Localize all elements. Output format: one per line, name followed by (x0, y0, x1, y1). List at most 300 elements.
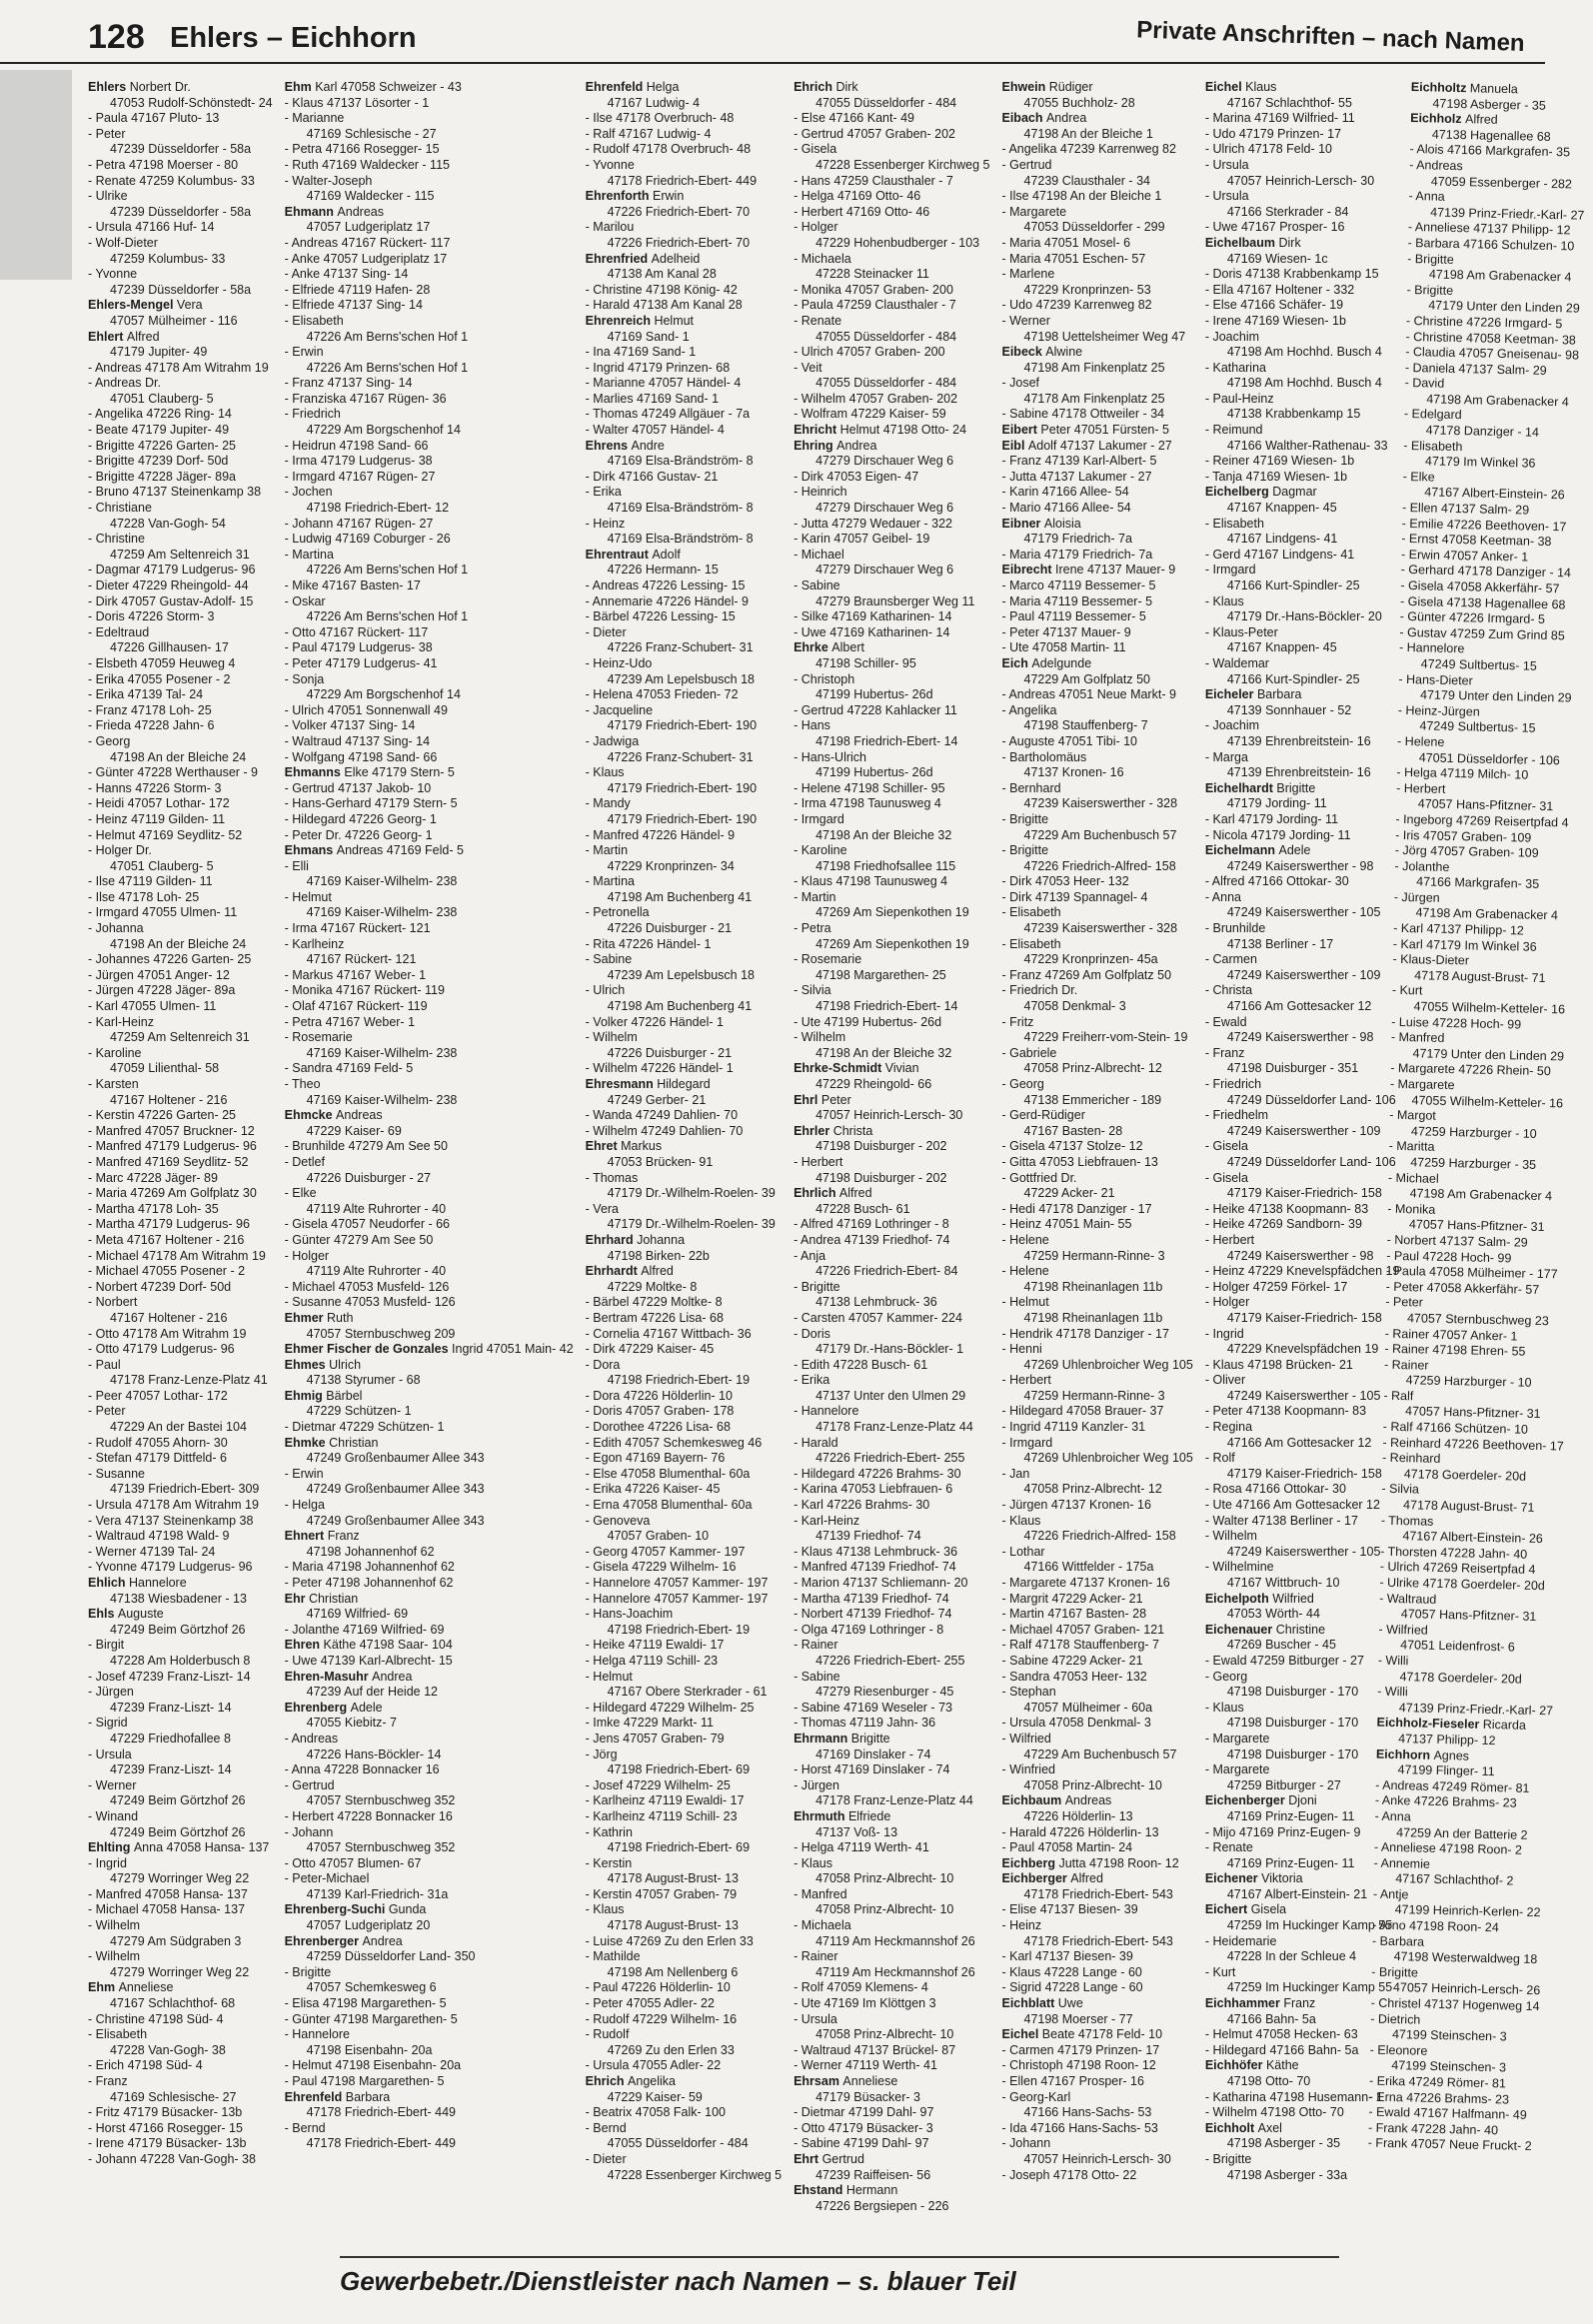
directory-entry (88, 1077, 273, 1093)
directory-entry (1002, 314, 1193, 330)
entry-name: - Jacqueline (585, 702, 654, 717)
entry-address: 47139 Friedhof- 74 (815, 1529, 921, 1544)
directory-entry (586, 1514, 782, 1530)
directory-entry (88, 407, 273, 423)
directory-entry (88, 189, 273, 205)
directory-entry (1002, 1965, 1193, 1981)
entry-surname: Ehlich (88, 1576, 129, 1590)
entry-name: - Michael (1388, 1170, 1440, 1186)
directory-entry (794, 517, 989, 533)
entry-name: - Peter (88, 1404, 126, 1419)
entry-name: - Werner (88, 1777, 137, 1792)
directory-entry (586, 220, 782, 236)
directory-entry (88, 999, 273, 1015)
entry-address: 47198 Johannenhof 62 (306, 1544, 435, 1559)
entry-name: Uwe (1057, 1996, 1083, 2011)
entry-surname: Ehrsam (794, 2074, 843, 2088)
entry-name: - Sabine (585, 952, 633, 967)
entry-name: - Bärbel 47229 Moltke- 8 (585, 1295, 723, 1310)
entry-name: - Ulrich 47269 Reisertpfad 4 (1380, 1560, 1537, 1578)
entry-address: 47179 Dr.-Hans-Böckler- 20 (1226, 609, 1382, 624)
entry-name: Adelgunde (1031, 655, 1092, 670)
directory-entry (794, 1840, 989, 1856)
directory-entry (586, 1358, 782, 1374)
entry-name: - Wilhelm 47249 Dahlien- 70 (585, 1123, 744, 1138)
directory-entry (586, 1233, 782, 1249)
entry-address: 47138 Hagenallee 68 (1432, 127, 1552, 144)
entry-address: 47169 Dinslaker - 74 (815, 1746, 931, 1761)
directory-entry (1002, 1949, 1193, 1965)
entry-name: - Frank 47057 Neue Fruckt- 2 (1368, 2135, 1533, 2154)
directory-entry (1002, 407, 1193, 423)
entry-name: - Anna (1374, 1808, 1412, 1824)
entry-name: - Waltraud 47198 Wald- 9 (88, 1529, 230, 1544)
directory-entry (1002, 1685, 1193, 1701)
entry-name: - Helmut 47169 Seydlitz- 52 (88, 827, 243, 842)
directory-entry (1002, 640, 1193, 656)
entry-name: - Petra (794, 921, 831, 936)
directory-entry (88, 703, 273, 719)
entry-address: 47229 Hohenbudberger - 103 (815, 235, 980, 250)
entry-address: 47139 Ehrenbreitstein- 16 (1226, 733, 1371, 748)
directory-entry (285, 843, 574, 859)
entry-surname: Eicheler (1204, 687, 1257, 702)
entry-address: 47269 Uhlenbroicher Weg 105 (1023, 1451, 1193, 1466)
directory-entry (285, 1529, 574, 1545)
entry-name: - Franz (88, 2074, 128, 2088)
entry-surname: Ehstand (794, 2183, 846, 2198)
directory-entry (1205, 1654, 1400, 1670)
entry-surname: Ehmig (284, 1388, 327, 1403)
directory-entry (88, 921, 273, 937)
entry-name: - Erich 47198 Süd- 4 (88, 2058, 203, 2073)
directory-entry (794, 1623, 989, 1639)
directory-entry (1205, 267, 1400, 283)
entry-name: Markus (621, 1139, 663, 1154)
directory-entry (88, 2074, 273, 2090)
entry-name: - Brunhilde (1204, 921, 1266, 936)
entry-surname: Eichhorn (1376, 1746, 1435, 1762)
directory-entry (285, 750, 574, 766)
entry-address: 47178 Goerdeler- 20d (1404, 1467, 1527, 1484)
entry-name: - Alfred 47166 Ottokar- 30 (1204, 874, 1349, 889)
directory-entry (794, 1404, 989, 1420)
entry-address: 47228 Busch- 61 (815, 1201, 910, 1216)
entry-surname: Ehm (284, 80, 316, 94)
entry-name: - Heinz (1001, 1918, 1042, 1933)
entry-surname: Ehmer (284, 1310, 328, 1325)
entry-name: - Willi (1378, 1653, 1409, 1669)
entry-name: - Ilse 47119 Gilden- 11 (88, 874, 213, 889)
entry-name: - Rainer (794, 1949, 838, 1964)
entry-name: - Maria 47179 Friedrich- 7a (1001, 547, 1153, 562)
directory-entry (586, 1809, 782, 1825)
directory-entry (794, 2105, 989, 2121)
entry-name: - Hannelore (1399, 640, 1465, 656)
entry-address: 47167 Basten- 28 (1023, 1123, 1123, 1138)
directory-entry (88, 1685, 273, 1701)
directory-entry (88, 158, 273, 174)
directory-entry (794, 127, 989, 143)
entry-name: - Margarete (1001, 204, 1067, 219)
entry-address: 47229 Kaiser- 69 (306, 1123, 402, 1138)
entry-address: 47167 Albert-Einstein- 26 (1402, 1529, 1544, 1547)
entry-name: - Dagmar 47179 Ludgerus- 96 (88, 563, 256, 578)
directory-columns (88, 80, 1586, 2258)
entry-name: - Maria 47051 Mosel- 6 (1001, 235, 1131, 250)
entry-name: - Anke 47226 Brahms- 23 (1375, 1792, 1518, 1810)
entry-address: 47279 Dirschauer Weg 6 (815, 563, 954, 578)
directory-entry (285, 1342, 574, 1358)
directory-entry (88, 1560, 273, 1576)
entry-address: 47249 Kaiserswerther - 105 (1226, 1544, 1381, 1559)
entry-name: Käthe (1265, 2058, 1299, 2073)
entry-address: 47228 Van-Gogh- 54 (110, 516, 226, 531)
directory-entry (285, 1576, 574, 1592)
entry-surname: Ehrenreich (585, 313, 655, 328)
entry-address: 47226 Am Berns'schen Hof 1 (306, 329, 469, 344)
entry-name: - Hans-Dieter (1398, 671, 1474, 687)
directory-entry (586, 1701, 782, 1717)
thumb-index-tab (0, 70, 72, 280)
directory-entry (285, 1420, 574, 1436)
page-header (0, 0, 1545, 64)
directory-entry (1002, 968, 1193, 984)
entry-name: - Sabine 47229 Acker- 21 (1001, 1653, 1143, 1668)
entry-name: - Karoline (88, 1045, 142, 1060)
entry-name: Erwin (653, 189, 685, 204)
entry-name: - Martin 47167 Basten- 28 (1001, 1607, 1147, 1622)
entry-name: - Monika (1387, 1201, 1436, 1217)
directory-entry (1205, 517, 1400, 533)
entry-address: 47167 Wittbruch- 10 (1226, 1576, 1340, 1590)
entry-name: - Lothar (1001, 1544, 1045, 1559)
entry-name: - Regina (1204, 1420, 1253, 1435)
entry-address: 47226 Duisburger - 21 (607, 921, 733, 936)
directory-entry (794, 345, 989, 361)
entry-address: 47198 Asberger - 35 (1432, 96, 1547, 113)
entry-surname: Ehmcke (284, 1108, 337, 1123)
entry-name: Gertrud (821, 2151, 864, 2166)
directory-entry (1205, 1420, 1400, 1436)
entry-name: - Renate (794, 313, 842, 328)
directory-entry (794, 1030, 989, 1046)
directory-entry (88, 1358, 273, 1374)
directory-entry (285, 937, 574, 953)
entry-name: - Michael 47058 Hansa- 137 (88, 1902, 246, 1917)
entry-name: - Irma 47167 Rückert- 121 (284, 921, 431, 936)
entry-name: - Klaus (585, 1902, 625, 1917)
entry-name: - Ilse 47198 An der Bleiche 1 (1001, 189, 1162, 204)
directory-entry (88, 1980, 273, 1996)
entry-name: - Klaus-Dieter (1392, 952, 1470, 968)
entry-name: - Edith 47228 Busch- 61 (794, 1357, 928, 1372)
entry-name: - Heidrun 47198 Sand- 66 (284, 438, 429, 453)
entry-surname: Eichert (1204, 1902, 1251, 1917)
entry-name: - Ulrich 47051 Sonnenwall 49 (284, 702, 448, 717)
entry-name: - Andreas (1409, 157, 1464, 174)
entry-name: - Herbert (794, 1154, 843, 1169)
entry-address: 47051 Clauberg- 5 (110, 858, 214, 873)
entry-address: 47055 Buchholz- 28 (1023, 95, 1135, 110)
entry-name: Andrea (372, 1669, 413, 1684)
entry-name: - Helga 47119 Schill- 23 (585, 1653, 719, 1668)
entry-name: - Helena 47053 Frieden- 72 (585, 687, 739, 702)
entry-address: 47198 Duisburger - 170 (1226, 1716, 1359, 1731)
entry-name: - Paula 47167 Pluto- 13 (88, 111, 220, 126)
directory-entry (1205, 314, 1400, 330)
entry-name: - Andreas 47249 Römer- 81 (1375, 1777, 1531, 1795)
directory-entry (586, 1342, 782, 1358)
entry-address: 47198 Duisburger - 202 (815, 1139, 947, 1154)
entry-name: - Helmut (284, 889, 332, 904)
entry-name: Anna 47058 Hansa- 137 (133, 1840, 270, 1855)
directory-entry (586, 392, 782, 408)
entry-name: - Helga 47119 Milch- 10 (1396, 764, 1529, 782)
entry-name: - Carmen (1204, 952, 1257, 967)
entry-address: 47179 Im Winkel 36 (1425, 454, 1537, 471)
entry-name: - Heinz-Jürgen (1398, 702, 1481, 719)
entry-name: Helmut (654, 313, 695, 328)
entry-address: 47229 Am Buchenbusch 57 (1023, 827, 1177, 842)
entry-address: 47179 Friedrich- 7a (1023, 532, 1132, 547)
entry-name: - Gertrud 47137 Jakob- 10 (284, 780, 432, 795)
entry-address: 47138 Wiesbadener - 13 (110, 1591, 247, 1606)
entry-name: - Friedrich (284, 407, 341, 422)
directory-entry (1205, 1482, 1400, 1498)
entry-name: - Johanna (88, 921, 144, 936)
entry-address: 47055 Düsseldorfer - 484 (815, 329, 957, 344)
entry-name: - Werner 47119 Werth- 41 (794, 2058, 937, 2073)
entry-name: - Silke 47169 Katharinen- 14 (794, 609, 952, 624)
entry-address: 47119 Am Heckmannshof 26 (815, 1933, 975, 1948)
entry-name: - Hildegard 47166 Bahn- 5a (1204, 2042, 1359, 2057)
entry-name: - Günter 47228 Werthauser - 9 (88, 765, 258, 780)
directory-entry (88, 1918, 273, 1934)
entry-address: 47259 Kolumbus- 33 (110, 251, 226, 266)
entry-name: - Herbert (1396, 780, 1447, 796)
entry-name: - Johann 47167 Rügen- 27 (284, 516, 434, 531)
directory-entry (586, 1934, 782, 1950)
entry-name: - Marco 47119 Bessemer- 5 (1001, 579, 1156, 592)
directory-entry (586, 423, 782, 439)
entry-name: - Heinrich (794, 485, 847, 500)
entry-name: - Vera 47137 Steinenkamp 38 (88, 1513, 254, 1528)
entry-name: - Holger 47259 Förkel- 17 (1204, 1279, 1348, 1294)
entry-name: - Michael 47178 Am Witrahm 19 (88, 1248, 266, 1263)
entry-name: - Marianne (284, 111, 345, 126)
entry-address: 47239 Düsseldorfer - 58a (110, 142, 252, 157)
entry-name: - Veit (794, 360, 822, 375)
entry-address: 47051 Clauberg- 5 (110, 391, 214, 406)
directory-entry (1205, 111, 1400, 127)
entry-name: - Renate 47259 Kolumbus- 33 (88, 173, 255, 188)
entry-name: - Wilhelmine (1204, 1560, 1274, 1575)
entry-name: - Erwin (284, 345, 324, 360)
entry-address: 47057 Sternbuschweg 209 (306, 1326, 456, 1341)
directory-entry (586, 1311, 782, 1327)
entry-name: - Jürgen 47137 Kronen- 16 (1001, 1498, 1151, 1513)
entry-name: Gisela (1250, 1902, 1287, 1917)
directory-entry (1205, 921, 1400, 937)
entry-name: - Fritz (1001, 1014, 1034, 1029)
entry-address: 47169 Kaiser-Wilhelm- 238 (306, 874, 458, 889)
entry-surname: Ehret (585, 1139, 622, 1154)
entry-address: 47259 Im Huckinger Kamp 55 (1226, 1980, 1393, 1995)
directory-entry (88, 330, 273, 346)
directory-entry (1002, 1576, 1193, 1592)
entry-name: - Dirk 47057 Gustav-Adolf- 15 (88, 593, 254, 608)
entry-name: - Peter 47179 Ludgerus- 41 (284, 655, 438, 670)
entry-name: Alfred (838, 1186, 872, 1201)
entry-name: - Wilhelm (794, 1030, 846, 1045)
directory-entry (1002, 734, 1193, 750)
entry-name: - Andreas 47178 Am Witrahm 19 (88, 360, 269, 375)
entry-address: 47166 Am Gottesacker 12 (1226, 1435, 1372, 1450)
directory-entry (88, 609, 273, 625)
entry-name: - Otto 47167 Rückert- 117 (284, 624, 429, 639)
entry-name: - Erika 47249 Römer- 81 (1369, 2073, 1507, 2091)
entry-name: - Marlies 47169 Sand- 1 (585, 391, 720, 406)
directory-entry (586, 579, 782, 594)
entry-name: Hannelore (128, 1576, 187, 1590)
entry-name: - Michael 47057 Graben- 121 (1001, 1622, 1165, 1637)
directory-entry (794, 423, 989, 439)
entry-name: - Norbert (88, 1295, 138, 1310)
directory-entry (88, 1249, 273, 1265)
entry-address: 47179 Friedrich-Ebert- 190 (607, 811, 758, 826)
directory-entry (285, 640, 574, 656)
entry-name: - Erwin 47057 Anker- 1 (1401, 547, 1529, 565)
directory-entry (1205, 890, 1400, 906)
directory-entry (794, 407, 989, 423)
entry-address: 47169 Kaiser-Wilhelm- 238 (306, 1092, 458, 1107)
entry-name: - Paul 47198 Margarethen- 5 (284, 2074, 445, 2088)
directory-entry (1205, 1902, 1400, 1918)
entry-name: - Anja (794, 1248, 826, 1263)
directory-entry (88, 1015, 273, 1031)
entry-name: - Johann (1001, 2136, 1051, 2151)
entry-name: - Friedrich (1204, 1077, 1262, 1091)
entry-address: 47138 Lehmbruck- 36 (815, 1295, 937, 1310)
entry-name: - Dirk 47053 Eigen- 47 (794, 469, 919, 484)
entry-name: - Michael 47055 Posener - 2 (88, 1264, 246, 1279)
entry-address: 47226 Am Berns'schen Hof 1 (306, 360, 469, 375)
entry-name: Käthe 47198 Saar- 104 (323, 1638, 453, 1653)
entry-name: Agnes (1433, 1747, 1470, 1763)
entry-name: - Karl-Heinz (794, 1513, 860, 1528)
directory-entry (794, 1358, 989, 1374)
entry-name: Hildegard (657, 1077, 711, 1091)
entry-name: - Andreas 47226 Lessing- 15 (585, 579, 746, 592)
directory-entry (794, 1186, 989, 1202)
entry-address: 47166 Am Gottesacker 12 (1226, 999, 1372, 1014)
directory-entry (88, 1280, 273, 1296)
directory-entry (794, 2058, 989, 2074)
entry-name: Hermann (845, 2183, 898, 2198)
entry-address: 47179 Dr.-Hans-Böckler- 1 (815, 1342, 964, 1357)
directory-entry (88, 485, 273, 501)
directory-entry (1002, 1077, 1193, 1093)
footer-rule (340, 2256, 1339, 2258)
directory-entry (586, 252, 782, 268)
entry-name: - Ilse 47178 Overbruch- 48 (585, 111, 735, 126)
directory-entry (88, 718, 273, 734)
entry-address: 47169 Schlesische - 27 (306, 126, 437, 141)
entry-address: 47119 Alte Ruhrorter - 40 (306, 1201, 447, 1216)
entry-name: - Rudolf 47178 Overbruch- 48 (585, 142, 752, 157)
entry-name: - Karoline (794, 843, 847, 858)
directory-entry (794, 205, 989, 221)
directory-entry (1002, 267, 1193, 283)
entry-address: 47058 Denkmal- 3 (1023, 999, 1126, 1014)
directory-entry (88, 423, 273, 439)
entry-name: - Gisela 47137 Stolze- 12 (1001, 1139, 1143, 1154)
entry-name: - Monika 47057 Graben- 200 (794, 282, 953, 297)
directory-entry (285, 1902, 574, 1918)
directory-entry (285, 236, 574, 252)
entry-name: - Egon 47169 Bayern- 76 (585, 1451, 726, 1466)
entry-name: - Paula 47259 Clausthaler - 7 (794, 298, 956, 313)
directory-entry (285, 1560, 574, 1576)
entry-address: 47198 Am Nellenberg 6 (607, 1964, 739, 1979)
entry-address: 47229 Kronprinzen- 45a (1023, 952, 1158, 967)
entry-name: - Harald 47138 Am Kanal 28 (585, 298, 743, 313)
directory-entry (1002, 1436, 1193, 1452)
entry-name: - Herbert (1204, 1232, 1255, 1247)
directory-entry (586, 656, 782, 672)
entry-name: - Rudolf 47229 Wilhelm- 16 (585, 2011, 738, 2026)
directory-entry (88, 874, 273, 890)
entry-address: 47239 Clausthaler - 34 (1023, 173, 1150, 188)
directory-entry (88, 454, 273, 470)
entry-name: - Ingeborg 47269 Reisertpfad 4 (1395, 811, 1570, 830)
directory-entry (1002, 1592, 1193, 1608)
directory-entry (88, 236, 273, 252)
entry-name: - Irma 47198 Taunusweg 4 (794, 796, 941, 811)
entry-address: 47229 Kronprinzen- 53 (1023, 282, 1151, 297)
directory-entry (88, 1576, 273, 1592)
entry-name: - Franz 47137 Sing- 14 (284, 376, 413, 391)
entry-address: 47055 Kiebitz- 7 (306, 1716, 397, 1731)
entry-surname: Eichelberg (1204, 485, 1273, 500)
entry-address: 47239 Düsseldorfer - 58a (110, 282, 252, 297)
directory-entry (1002, 703, 1193, 719)
directory-entry (586, 1716, 782, 1732)
entry-name: - Dirk 47139 Spannagel- 4 (1001, 889, 1148, 904)
directory-entry (1205, 594, 1400, 610)
entry-surname: Ehren (284, 1638, 324, 1653)
directory-entry (88, 952, 273, 968)
directory-entry (88, 812, 273, 828)
entry-address: 47178 Friedrich-Ebert- 449 (306, 2105, 457, 2120)
entry-address: 47198 An der Bleiche 24 (110, 749, 247, 764)
entry-name: - Christine (88, 532, 145, 547)
entry-name: Ulrich (329, 1357, 362, 1372)
directory-entry (285, 1233, 574, 1249)
entry-address: 47057 Heinrich-Lersch- 30 (815, 1108, 963, 1123)
entry-name: - Wilfried (1001, 1731, 1051, 1745)
entry-name: - Irene 47169 Wiesen- 1b (1204, 313, 1346, 328)
entry-surname: Ehlert (88, 329, 127, 344)
entry-address: 47198 Friedrich-Ebert- 12 (306, 501, 450, 516)
directory-entry (88, 2152, 273, 2168)
entry-name: Brigitte (850, 1731, 890, 1745)
entry-name: Johanna (637, 1232, 686, 1247)
directory-entry (1205, 983, 1400, 999)
entry-name: - Helene 47198 Schiller- 95 (794, 780, 945, 795)
entry-address: 47166 Hans-Sachs- 53 (1023, 2105, 1152, 2120)
